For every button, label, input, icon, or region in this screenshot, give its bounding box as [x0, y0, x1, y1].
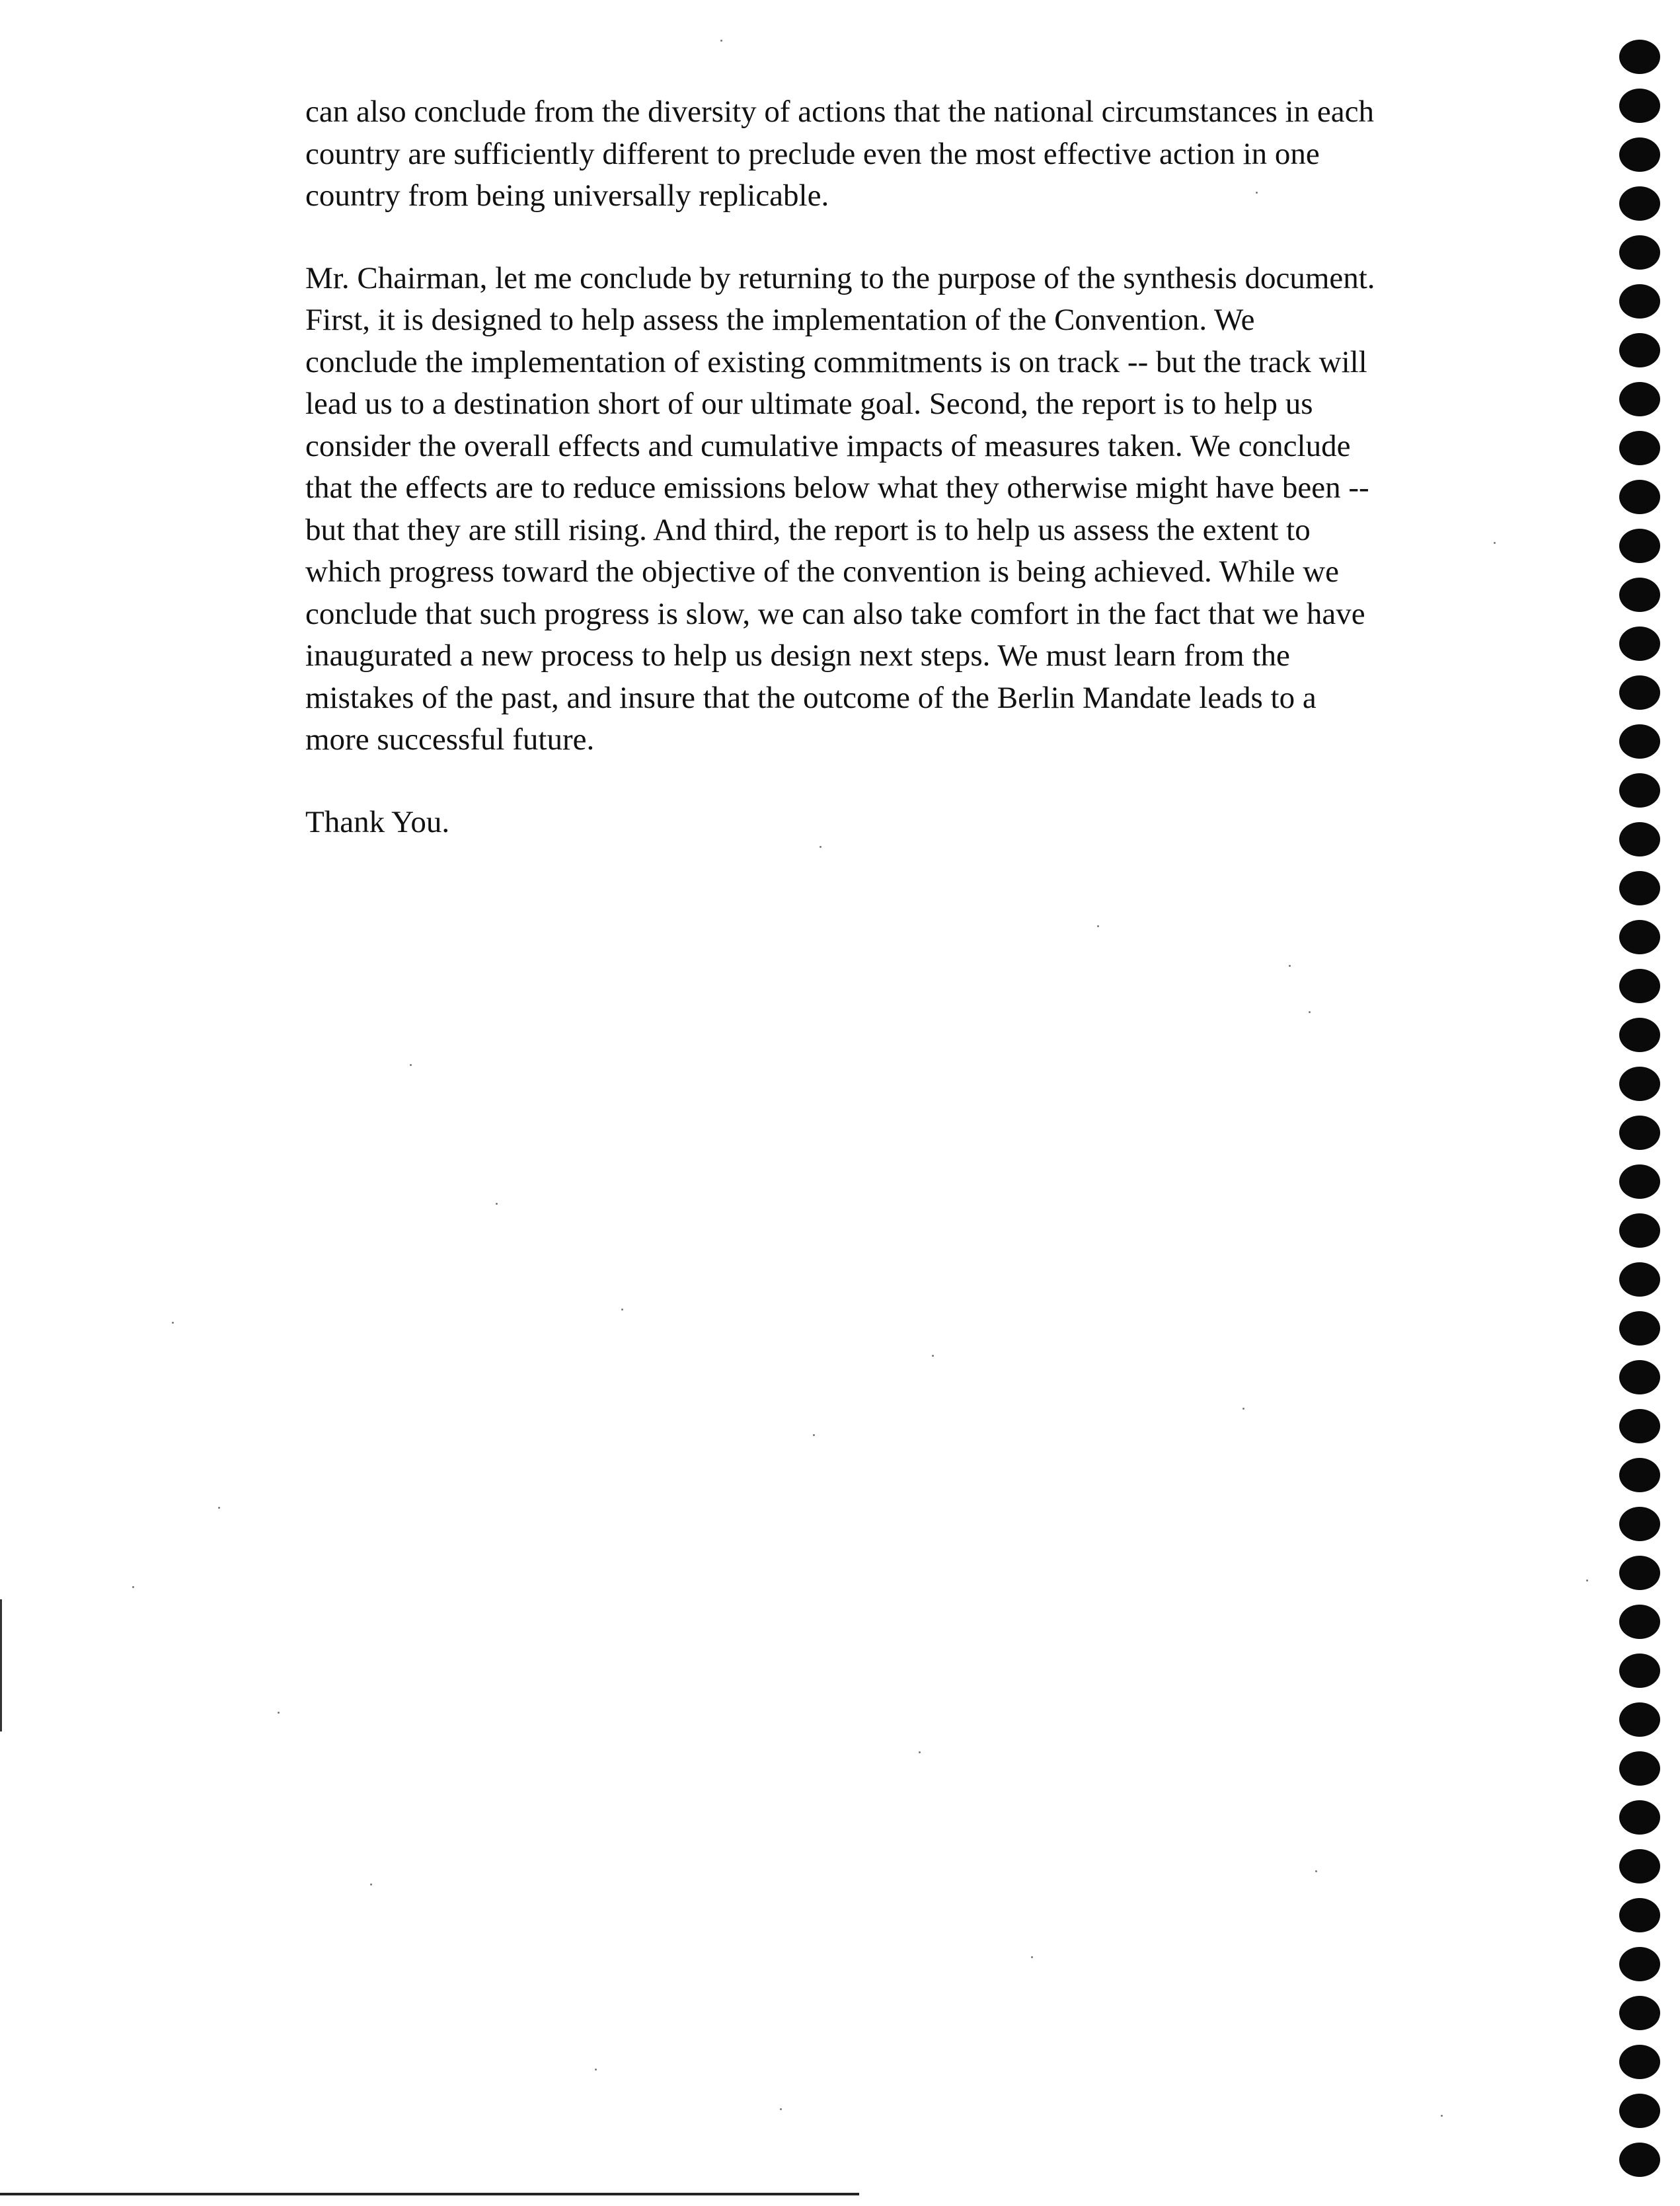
paragraph-diversity-of-actions: [305, 91, 1521, 217]
binder-hole: [1619, 724, 1660, 759]
binder-hole: [1619, 1360, 1660, 1394]
binder-hole: [1619, 529, 1660, 563]
scan-speck: [1494, 542, 1496, 544]
binder-hole: [1619, 235, 1660, 270]
binder-hole: [1619, 1311, 1660, 1346]
binder-hole: [1619, 2094, 1660, 2128]
binder-hole: [1619, 1262, 1660, 1297]
scan-speck: [720, 40, 722, 42]
scan-speck: [1031, 1956, 1033, 1958]
scan-speck: [1097, 925, 1099, 927]
text-line: can also conclude from the diversity of actions that the national circumstances in each: [305, 95, 1375, 129]
text-line: that the effects are to reduce emissions below what they otherwise might have been --: [305, 471, 1369, 505]
binder-hole: [1619, 40, 1660, 74]
binder-hole-column: [1619, 33, 1665, 2206]
paragraph-spacer: [305, 761, 1521, 802]
text-line: Mr. Chairman, let me conclude by returning to the purpose of the synthesis document.: [305, 260, 1375, 295]
binder-hole: [1619, 1800, 1660, 1835]
scan-speck: [595, 2069, 597, 2071]
scan-speck: [172, 1322, 174, 1324]
binder-hole: [1619, 1702, 1660, 1737]
binder-hole: [1619, 1898, 1660, 1932]
text-line: which progress toward the objective of the convention is being achieved. While we: [305, 554, 1340, 589]
binder-hole: [1619, 89, 1660, 123]
binder-hole: [1619, 382, 1660, 416]
text-line: but that they are still rising. And third, the report is to help us assess the extent to: [305, 512, 1311, 547]
page-bottom-edge: [0, 2193, 859, 2195]
binder-hole: [1619, 186, 1660, 221]
binder-hole: [1619, 2045, 1660, 2079]
scan-speck: [278, 1712, 280, 1714]
page-left-edge-mark: [0, 1599, 2, 1731]
binder-hole: [1619, 431, 1660, 465]
binder-hole: [1619, 1067, 1660, 1101]
binder-hole: [1619, 675, 1660, 710]
binder-hole: [1619, 2143, 1660, 2177]
scan-speck: [1256, 192, 1258, 194]
binder-hole: [1619, 1654, 1660, 1688]
scan-speck: [132, 1586, 134, 1588]
text-line: lead us to a destination short of our ultimate goal. Second, the report is to help us: [305, 387, 1313, 421]
binder-hole: [1619, 578, 1660, 612]
scan-speck: [218, 1507, 220, 1509]
scan-speck: [410, 1064, 412, 1066]
scan-speck: [370, 1883, 372, 1885]
binder-hole: [1619, 1018, 1660, 1052]
document-body: [305, 91, 1521, 843]
scan-speck: [1315, 1870, 1317, 1872]
text-line: inaugurated a new process to help us design next steps. We must learn from the: [305, 638, 1290, 673]
scan-speck: [1441, 2115, 1443, 2117]
binder-hole: [1619, 1849, 1660, 1883]
scan-speck: [932, 1355, 934, 1357]
binder-hole: [1619, 1213, 1660, 1248]
binder-hole: [1619, 1996, 1660, 2030]
binder-hole: [1619, 333, 1660, 367]
binder-hole: [1619, 1751, 1660, 1786]
binder-hole: [1619, 137, 1660, 172]
binder-hole: [1619, 1116, 1660, 1150]
scan-speck: [1242, 1408, 1244, 1410]
binder-hole: [1619, 1947, 1660, 1981]
binder-hole: [1619, 1458, 1660, 1492]
paragraph-spacer: [305, 217, 1521, 258]
paragraph-conclusion: [305, 258, 1521, 761]
scan-speck: [780, 2108, 782, 2110]
text-line: consider the overall effects and cumulative impacts of measures taken. We conclude: [305, 428, 1351, 463]
binder-hole: [1619, 480, 1660, 514]
text-line: First, it is designed to help assess the implementation of the Convention. We: [305, 303, 1255, 337]
text-line: country are sufficiently different to preclude even the most effective action in one: [305, 136, 1320, 171]
scan-speck: [813, 1434, 815, 1436]
text-line: conclude the implementation of existing commitments is on track -- but the track will: [305, 344, 1367, 379]
scan-speck: [621, 1309, 623, 1311]
text-line: mistakes of the past, and insure that the outcome of the Berlin Mandate leads to a: [305, 680, 1317, 715]
scan-speck: [1586, 1579, 1588, 1581]
text-line: conclude that such progress is slow, we can also take comfort in the fact that we have: [305, 596, 1365, 631]
binder-hole: [1619, 1164, 1660, 1199]
binder-hole: [1619, 822, 1660, 856]
binder-hole: [1619, 284, 1660, 319]
scan-speck: [820, 846, 821, 848]
binder-hole: [1619, 1507, 1660, 1541]
closing-thank-you: Thank You.: [305, 804, 450, 839]
scan-speck: [496, 1203, 498, 1205]
binder-hole: [1619, 969, 1660, 1003]
scan-speck: [1289, 965, 1291, 967]
binder-hole: [1619, 871, 1660, 905]
scan-speck: [919, 1751, 921, 1753]
binder-hole: [1619, 1556, 1660, 1590]
binder-hole: [1619, 920, 1660, 954]
binder-hole: [1619, 627, 1660, 661]
binder-hole: [1619, 1409, 1660, 1443]
text-line: country from being universally replicable.: [305, 178, 829, 213]
text-line: more successful future.: [305, 722, 595, 757]
binder-hole: [1619, 1605, 1660, 1639]
scan-speck: [1309, 1011, 1311, 1013]
binder-hole: [1619, 773, 1660, 808]
